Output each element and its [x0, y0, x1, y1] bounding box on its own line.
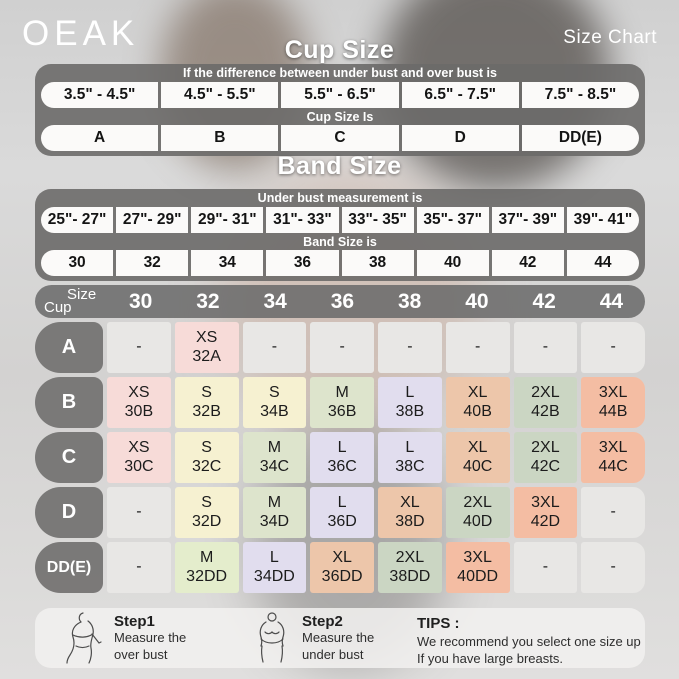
page-title: Size Chart — [563, 27, 657, 48]
matrix-cell — [243, 432, 307, 483]
step1-label: Step1 — [114, 613, 155, 631]
matrix-column-header: 30 — [128, 289, 153, 313]
cell-size: 3XL — [531, 493, 560, 511]
cell-code: 36B — [327, 402, 357, 420]
tips-line1: We recommend you select one size up — [417, 634, 641, 649]
cell-code: 40DD — [457, 567, 499, 585]
step1-desc-line2: over bust — [114, 646, 168, 662]
matrix-cell — [446, 542, 510, 593]
matrix-cell: - — [107, 487, 171, 538]
matrix-cell — [581, 432, 645, 483]
matrix-cell — [514, 377, 578, 428]
matrix-cell — [310, 487, 374, 538]
cup-result-label: Cup Size Is — [306, 110, 374, 124]
matrix-cell: - — [310, 322, 374, 373]
cell-code: 30C — [124, 457, 154, 475]
band-number-cell: 36 — [266, 250, 338, 276]
matrix-cell — [310, 542, 374, 593]
cell-code: 36DD — [321, 567, 363, 585]
band-range-cell: 25"- 27" — [41, 207, 113, 233]
step1-block — [63, 612, 186, 664]
matrix-cell — [378, 377, 442, 428]
cell-code: 42B — [531, 402, 560, 420]
brand-logo: OEAK — [22, 14, 140, 53]
cell-code: 32DD — [186, 567, 228, 585]
matrix-cell: - — [581, 487, 645, 538]
measure-overbust-icon — [63, 612, 105, 664]
matrix-cell — [107, 432, 171, 483]
matrix-cell — [243, 542, 307, 593]
matrix-cell — [175, 487, 239, 538]
matrix-column-header: 34 — [263, 289, 287, 313]
cell-size: 3XL — [598, 383, 628, 401]
cup-range-cell: 4.5" - 5.5" — [161, 82, 278, 108]
cell-size: L — [405, 438, 415, 456]
band-range-cell: 39"- 41" — [567, 207, 639, 233]
cell-size: 2XL — [531, 383, 560, 401]
cup-letter-cell: D — [402, 125, 519, 151]
matrix-row — [35, 377, 645, 428]
matrix-cell — [243, 377, 307, 428]
cell-code: 34C — [259, 457, 290, 475]
cell-size: XL — [400, 493, 420, 511]
cell-size: L — [269, 548, 279, 566]
cup-range-cell: 6.5" - 7.5" — [402, 82, 519, 108]
matrix-column-header: 40 — [465, 289, 489, 313]
cell-code: 38D — [395, 512, 425, 530]
band-size-table — [35, 189, 645, 281]
band-number-cell: 34 — [191, 250, 263, 276]
cell-code: 40C — [462, 457, 493, 475]
matrix-column-headers — [107, 285, 645, 318]
cell-code: 40D — [462, 512, 493, 530]
matrix-row — [35, 432, 645, 483]
cup-size-title: Cup Size — [284, 36, 395, 64]
matrix-cell — [175, 322, 239, 373]
matrix-row — [35, 322, 645, 373]
instructions-panel — [35, 608, 645, 668]
band-size-subtitle: Under bust measurement is — [257, 191, 423, 205]
matrix-cell — [378, 487, 442, 538]
cell-size: S — [201, 383, 212, 401]
cup-range-cell: 7.5" - 8.5" — [522, 82, 639, 108]
step2-text — [302, 613, 374, 663]
cell-code: 32A — [192, 347, 221, 365]
cell-code: 36D — [327, 512, 357, 530]
band-number-row — [41, 250, 639, 276]
cell-code: 40B — [463, 402, 492, 420]
cell-size: S — [201, 493, 212, 511]
cell-code: 32D — [191, 512, 222, 530]
matrix-cell — [581, 377, 645, 428]
matrix-cell — [378, 432, 442, 483]
matrix-cell: - — [514, 322, 578, 373]
cell-size: XL — [467, 383, 488, 401]
matrix-column-header: 44 — [599, 289, 624, 313]
tips-title: TIPS : — [417, 615, 460, 632]
cell-code: 42C — [530, 457, 561, 475]
size-matrix — [35, 322, 645, 597]
matrix-row-label: A — [35, 322, 103, 373]
cell-size: XS — [195, 328, 218, 346]
cell-code: 38B — [395, 402, 425, 420]
matrix-cell — [446, 487, 510, 538]
band-range-cell: 35"- 37" — [417, 207, 489, 233]
step2-block — [251, 612, 374, 664]
cup-size-subtitle: If the difference between under bust and over bust is — [183, 66, 497, 80]
step2-desc-line2: under bust — [302, 646, 364, 662]
matrix-cell: - — [514, 542, 578, 593]
cell-size: M — [335, 383, 349, 401]
step1-text — [114, 613, 186, 663]
cell-code: 34D — [259, 512, 290, 530]
cup-range-row — [41, 82, 639, 108]
cell-size: M — [199, 548, 214, 566]
band-number-cell: 44 — [567, 250, 639, 276]
matrix-cell — [514, 432, 578, 483]
measure-underbust-icon — [251, 612, 293, 664]
cell-size: L — [337, 438, 347, 456]
band-range-row — [41, 207, 639, 233]
corner-size-label: Size — [67, 286, 97, 303]
matrix-cell — [310, 432, 374, 483]
matrix-cell: - — [107, 322, 171, 373]
matrix-cell — [243, 487, 307, 538]
matrix-column-header: 32 — [196, 289, 220, 313]
tips-block — [417, 615, 641, 668]
matrix-cell — [310, 377, 374, 428]
cell-code: 32B — [192, 402, 221, 420]
cell-size: XS — [128, 438, 150, 456]
matrix-cell — [175, 432, 239, 483]
matrix-cell — [107, 377, 171, 428]
cell-size: 2XL — [395, 548, 425, 566]
cell-size: M — [267, 438, 282, 456]
cell-code: 34DD — [253, 567, 295, 585]
matrix-cell — [175, 542, 239, 593]
band-result-label: Band Size is — [303, 235, 377, 249]
cup-range-cell: 5.5" - 6.5" — [281, 82, 398, 108]
cell-size: XL — [467, 438, 488, 456]
band-number-cell: 30 — [41, 250, 113, 276]
matrix-row — [35, 487, 645, 538]
step2-desc-line1: Measure the — [302, 630, 375, 646]
matrix-column-header: 38 — [397, 289, 422, 313]
band-range-cell: 33"- 35" — [342, 207, 414, 233]
cell-size: S — [269, 383, 280, 401]
cup-letter-row — [41, 125, 639, 151]
cup-range-cell: 3.5" - 4.5" — [41, 82, 158, 108]
cell-size: 2XL — [463, 493, 492, 511]
matrix-cell: - — [581, 322, 645, 373]
step1-desc-line1: Measure the — [114, 630, 187, 646]
cell-size: L — [405, 383, 415, 401]
matrix-cell — [175, 377, 239, 428]
matrix-cell — [378, 542, 442, 593]
cell-size: 2XL — [531, 438, 560, 456]
cup-letter-cell: A — [41, 125, 158, 151]
matrix-column-header: 36 — [330, 289, 355, 313]
band-range-cell: 27"- 29" — [116, 207, 188, 233]
matrix-cell: - — [581, 542, 645, 593]
cup-letter-cell: B — [161, 125, 278, 151]
cup-size-table — [35, 64, 645, 156]
cup-letter-cell: DD(E) — [522, 125, 639, 151]
matrix-row — [35, 542, 645, 593]
matrix-row-label: DD(E) — [35, 542, 103, 593]
matrix-cell — [514, 487, 578, 538]
cell-code: 32C — [191, 457, 222, 475]
band-number-cell: 38 — [342, 250, 414, 276]
cell-code: 36C — [327, 457, 357, 475]
cell-size: 3XL — [463, 548, 492, 566]
band-number-cell: 32 — [116, 250, 188, 276]
band-number-cell: 42 — [492, 250, 564, 276]
band-size-title: Band Size — [277, 152, 402, 180]
tips-line2: If you have large breasts. — [417, 650, 563, 666]
matrix-cell: - — [107, 542, 171, 593]
cell-code: 44B — [598, 402, 628, 420]
band-range-cell: 31"- 33" — [266, 207, 338, 233]
matrix-cell: - — [446, 322, 510, 373]
matrix-row-label: D — [35, 487, 103, 538]
cell-size: XL — [332, 548, 352, 566]
matrix-cell — [446, 377, 510, 428]
matrix-cell — [446, 432, 510, 483]
cell-size: XS — [128, 383, 150, 401]
matrix-cell: - — [243, 322, 307, 373]
step2-desc — [302, 630, 374, 663]
matrix-row-label: B — [35, 377, 103, 428]
matrix-row-label: C — [35, 432, 103, 483]
matrix-header — [35, 285, 645, 318]
cell-size: S — [201, 438, 212, 456]
band-range-cell: 29"- 31" — [191, 207, 263, 233]
band-number-cell: 40 — [417, 250, 489, 276]
matrix-column-header: 42 — [532, 289, 556, 313]
cell-size: 3XL — [598, 438, 628, 456]
cell-code: 44C — [598, 457, 628, 475]
corner-cup-label: Cup — [44, 299, 72, 316]
cell-code: 38DD — [389, 567, 431, 585]
cell-code: 30B — [124, 402, 154, 420]
cell-code: 38C — [395, 457, 425, 475]
cell-size: M — [267, 493, 282, 511]
cell-code: 42D — [530, 512, 561, 530]
band-range-cell: 37"- 39" — [492, 207, 564, 233]
cup-letter-cell: C — [281, 125, 398, 151]
step2-label: Step2 — [302, 613, 343, 631]
matrix-cell: - — [378, 322, 442, 373]
cell-size: L — [337, 493, 347, 511]
cell-code: 34B — [260, 402, 289, 420]
matrix-corner — [35, 285, 107, 318]
step1-desc — [114, 630, 186, 663]
